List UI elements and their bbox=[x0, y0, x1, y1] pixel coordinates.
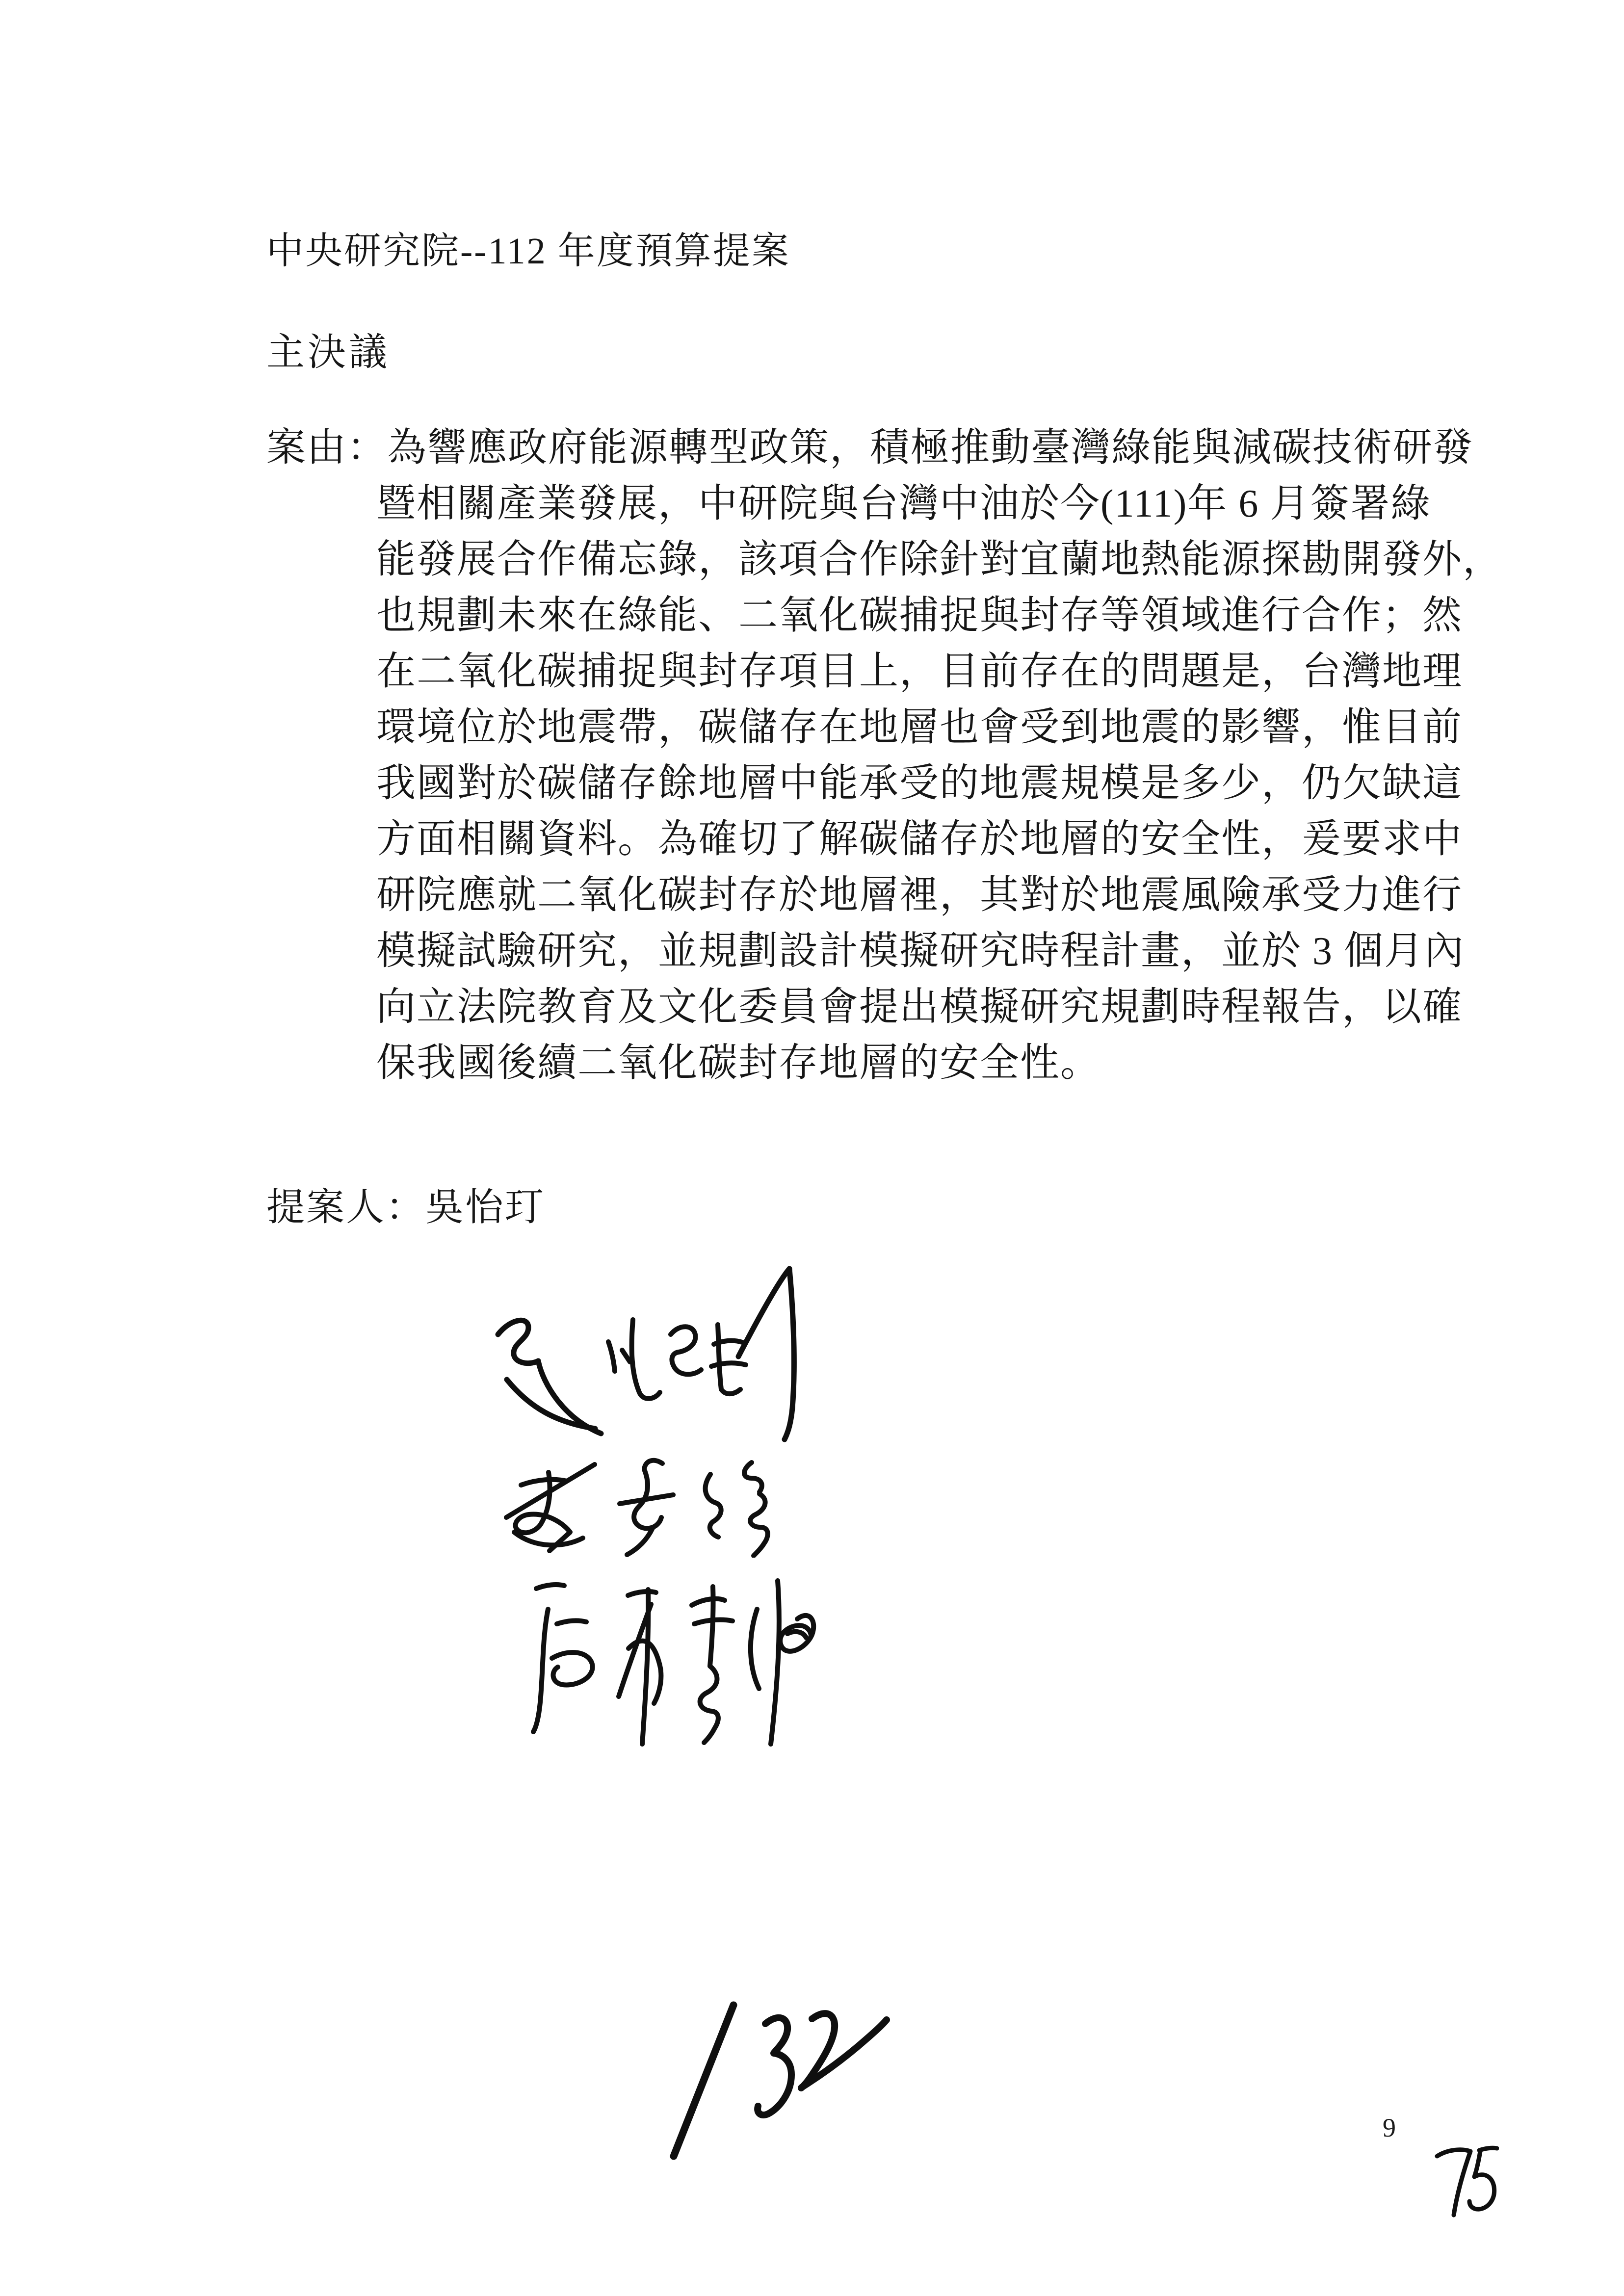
section-heading: 主決議 bbox=[266, 331, 391, 373]
case-line: 案由：為響應政府能源轉型政策，積極推動臺灣綠能與減碳技術研發 bbox=[266, 426, 1473, 470]
printed-page-number: 9 bbox=[1383, 2113, 1396, 2142]
case-line: 我國對於碳儲存餘地層中能承受的地震規模是多少，仍欠缺這 bbox=[376, 762, 1463, 805]
signature-cosigner-1-handwriting bbox=[500, 1455, 785, 1558]
case-line: 研院應就二氧化碳封存於地層裡，其對於地震風險承受力進行 bbox=[376, 874, 1463, 917]
case-line: 方面相關資料。為確切了解碳儲存於地層的安全性，爰要求中 bbox=[376, 818, 1463, 861]
proposer-label: 提案人： bbox=[266, 1186, 426, 1228]
case-line: 能發展合作備忘錄，該項合作除針對宜蘭地熱能源探勘開發外， bbox=[376, 538, 1503, 581]
case-line: 向立法院教育及文化委員會提出模擬研究規劃時程報告，以確 bbox=[376, 986, 1463, 1029]
signature-cosigner-2-handwriting bbox=[523, 1575, 817, 1747]
case-line: 也規劃未來在綠能、二氧化碳捕捉與封存等領域進行合作；然 bbox=[376, 594, 1463, 637]
case-description bbox=[266, 420, 1522, 1091]
case-line: 保我國後續二氧化碳封存地層的安全性。 bbox=[376, 1042, 1100, 1085]
proposer-name: 吳怡玎 bbox=[425, 1186, 545, 1228]
handwritten-page-number-75 bbox=[1430, 2141, 1499, 2220]
proposer-line bbox=[266, 1176, 545, 1231]
document-title: 中央研究院--112 年度預算提案 bbox=[266, 231, 790, 272]
case-line: 暨相關產業發展，中研院與台灣中油於今(111)年 6 月簽署綠 bbox=[376, 482, 1431, 525]
case-line: 在二氧化碳捕捉與封存項目上，目前存在的問題是，台灣地理 bbox=[376, 650, 1463, 693]
handwritten-number-132 bbox=[665, 1994, 895, 2164]
case-line: 模擬試驗研究，並規劃設計模擬研究時程計畫，並於 3 個月內 bbox=[376, 930, 1465, 973]
signature-proposer-handwriting bbox=[483, 1261, 807, 1447]
case-line: 環境位於地震帶，碳儲存在地層也會受到地震的影響，惟目前 bbox=[376, 706, 1463, 749]
